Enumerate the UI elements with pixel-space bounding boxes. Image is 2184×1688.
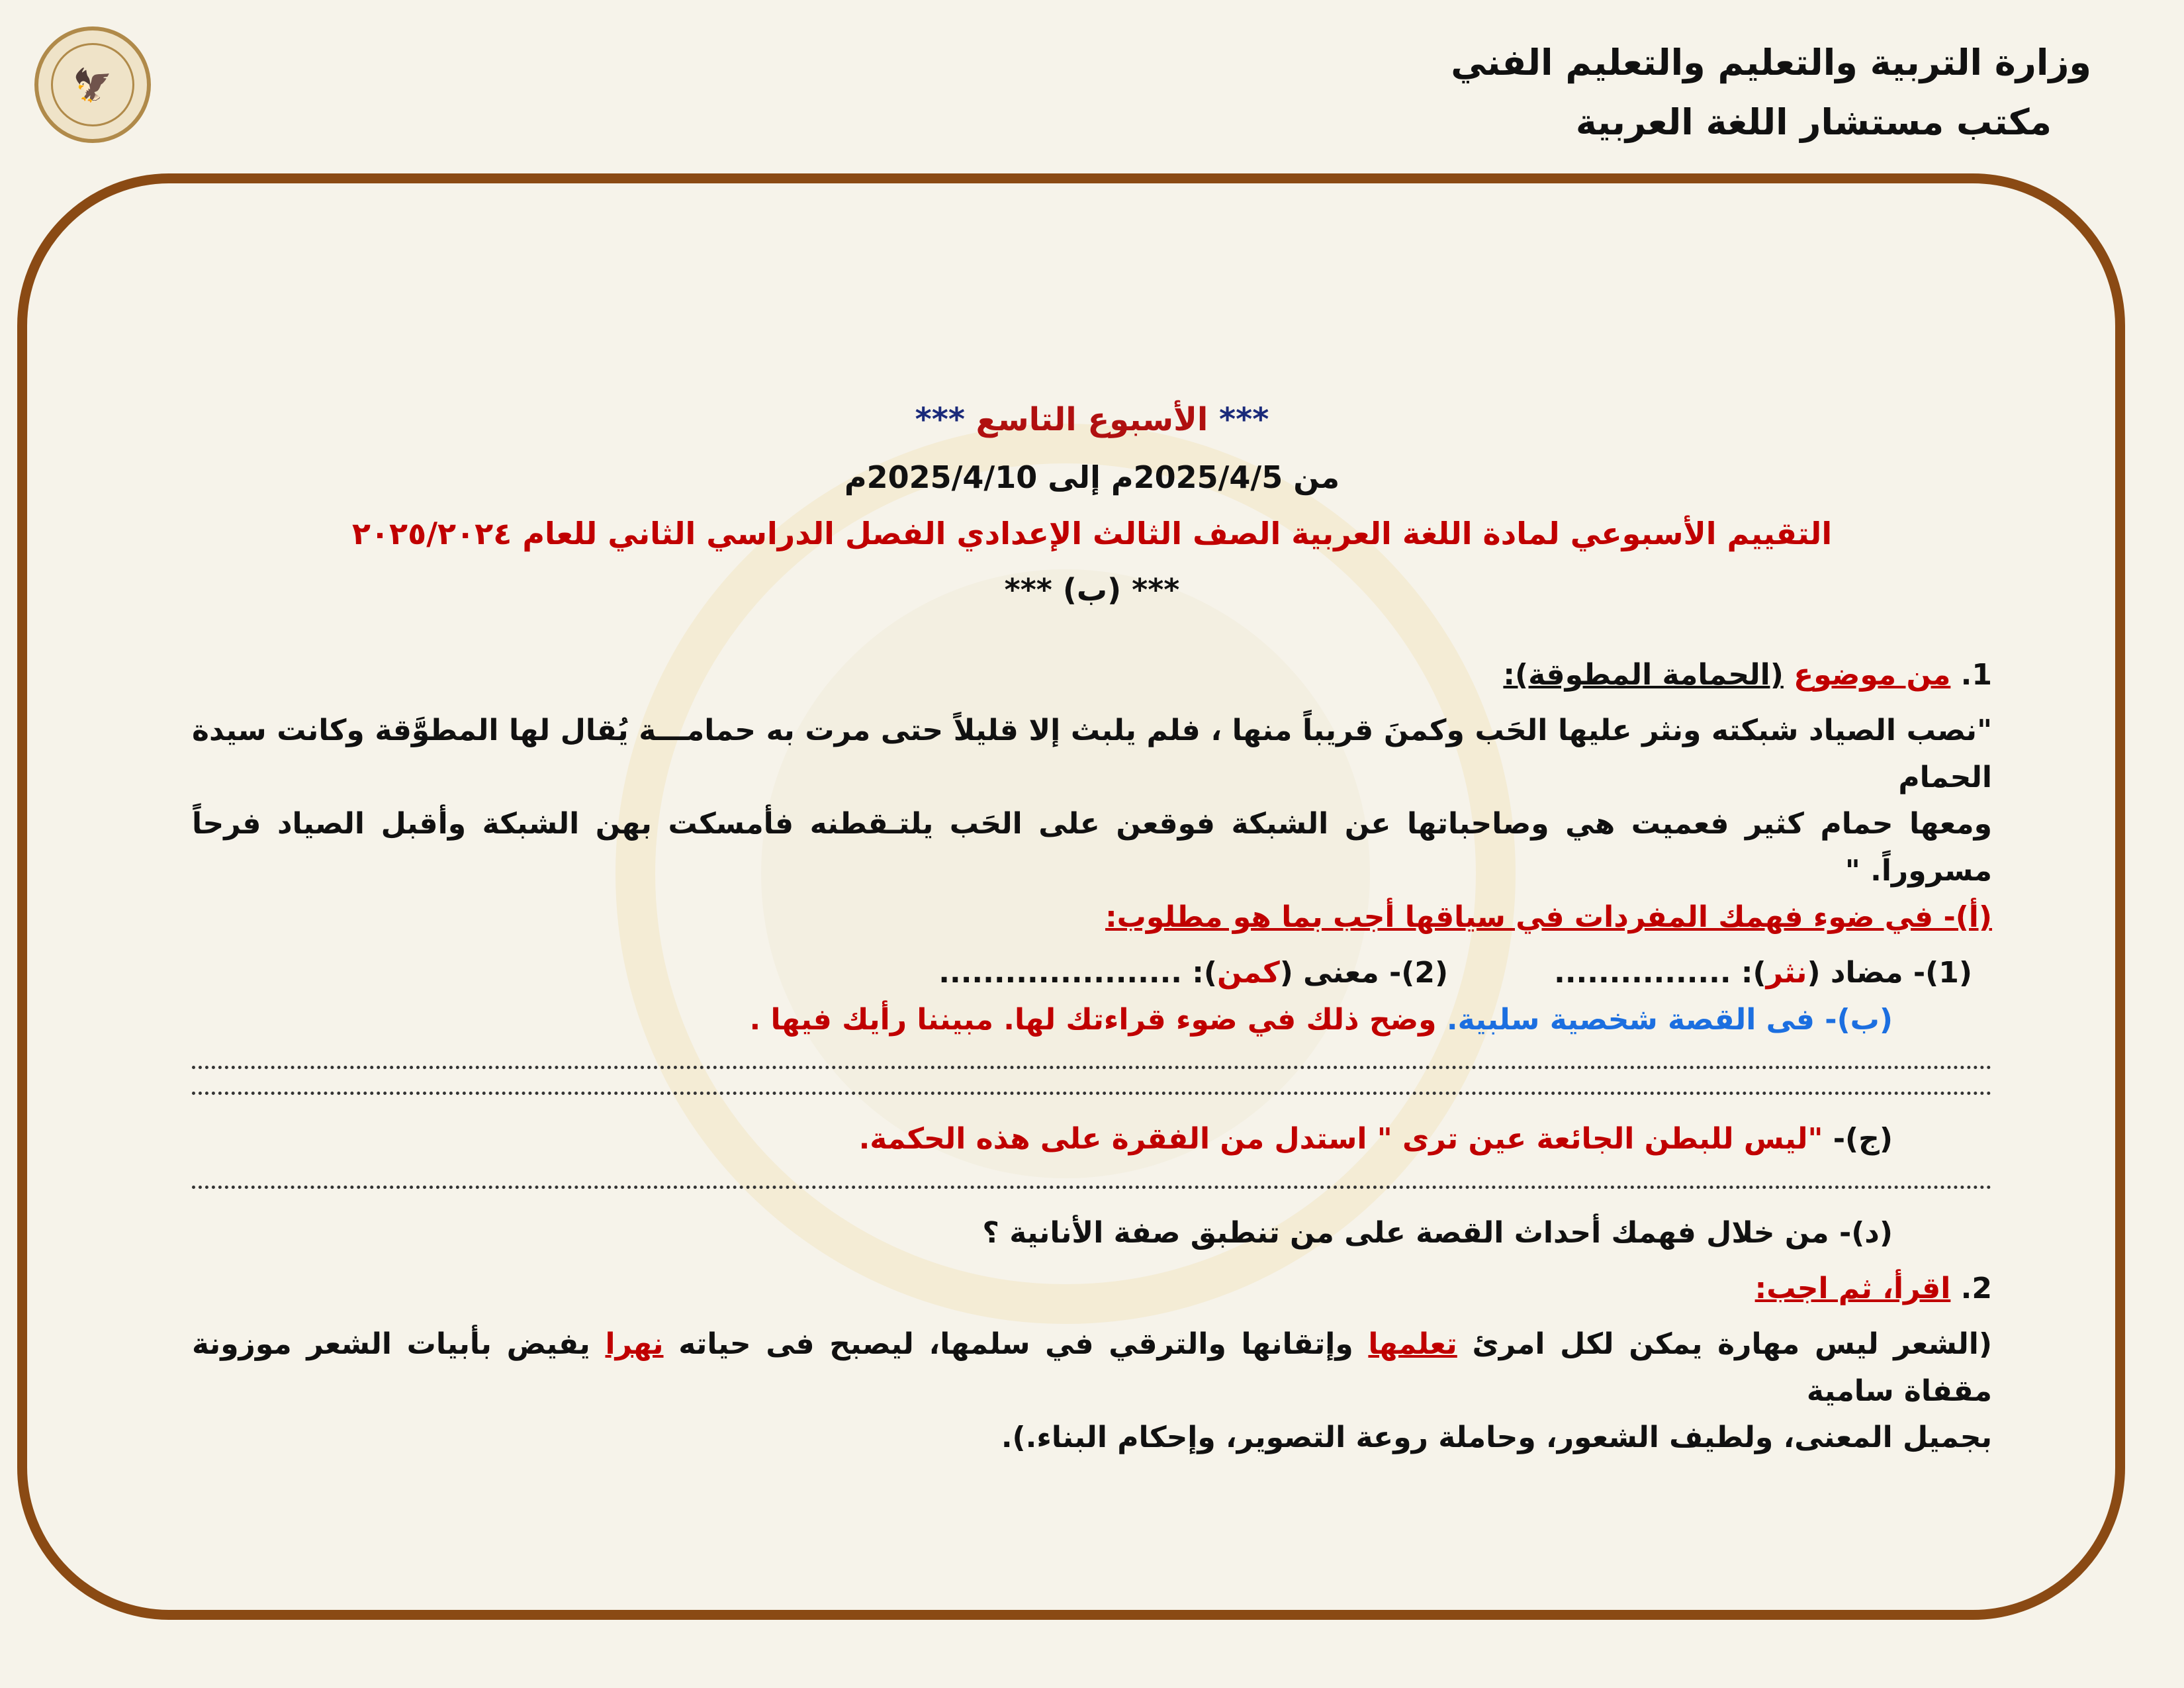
- q2-passage-line1: (الشعر ليس مهارة يمكن لكل امرئ تعلمها وإتقانها والترقي في سلمها، ليصبح فى حياته نهرا يفيض بأبيات الشعر موزونة مقفاة سامية: [192, 1327, 1992, 1408]
- ministry-name: وزارة التربية والتعليم والتعليم الفني: [1451, 42, 2091, 83]
- week-title: *** الأسبوع التاسع ***: [915, 401, 1269, 438]
- q2-heading: 2. اقرأ، ثم اجب:: [1754, 1271, 1992, 1305]
- q1-passage-line2: ومعها حمام كثير فعميت هي وصاحباتها عن الشبكة فوقعن على الحَب يلتـقطنه فأمسكت بهن الشبكة وأقبل الصياد فرحاً مسروراً. ": [192, 807, 1992, 888]
- answer-line[interactable]: [192, 1186, 1992, 1189]
- assessment-subtitle: التقييم الأسبوعي لمادة اللغة العربية الصف الثالث الإعدادي الفصل الدراسي الثاني للعام ٢٠٢٥/٢٠٢٤: [351, 515, 1833, 551]
- q1-a2: (2)- معنى (كمن): ......................: [938, 956, 1449, 990]
- q1-passage-line1: "نصب الصياد شبكته ونثر عليها الحَب وكمنَ قريباً منها ، فلم يلبث إلا قليلاً حتى مرت به حمامـــة يُقال لها المطوَّقة وكانت سيدة الحمام: [192, 714, 1992, 794]
- q1-a1: (1)- مضاد (نثر): ................: [1554, 956, 1972, 990]
- title-block: [132, 391, 2052, 618]
- questions-body: [192, 652, 1992, 1461]
- answer-line[interactable]: [192, 1066, 1992, 1069]
- answer-line[interactable]: [192, 1092, 1992, 1095]
- eagle-icon: 🦅: [51, 43, 134, 126]
- q1-part-d: (د)- من خلال فهمك أحداث القصة على من تنطبق صفة الأنانية ؟: [982, 1215, 1893, 1250]
- office-name: مكتب مستشار اللغة العربية: [1575, 101, 2052, 143]
- q2-passage-line2: بجميل المعنى، ولطيف الشعور، وحاملة روعة التصوير، وإحكام البناء.).: [1001, 1421, 1992, 1455]
- q1-a-items: [192, 950, 1992, 996]
- q1-heading: 1. من موضوع (الحمامة المطوقة):: [1503, 658, 1992, 692]
- q1-part-b: (ب)- فى القصة شخصية سلبية. وضح ذلك في ضوء قراءتك لها. مبيننا رأيك فيها .: [749, 1002, 1893, 1037]
- q1-part-a-label: (أ)- في ضوء فهمك المفردات في سياقها أجب بما هو مطلوب:: [1105, 900, 1992, 934]
- q1-part-c: (ج)- "ليس للبطن الجائعة عين ترى " استدل من الفقرة على هذه الحكمة.: [858, 1122, 1893, 1156]
- date-range: من 2025/4/5م إلى 2025/4/10م: [844, 459, 1340, 495]
- ministry-logo: [34, 26, 151, 143]
- form-label: *** (ب) ***: [1004, 571, 1180, 608]
